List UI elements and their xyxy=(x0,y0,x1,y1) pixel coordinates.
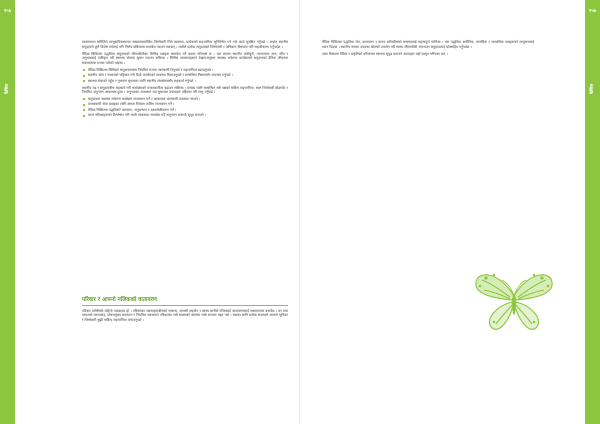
list-item: वैदिक चिकित्सा विधिबारे समुदायस्तरमा नियमित रूपमा जानकारी दिनुपर्छ र सहभागिता बढाउनुपर्छ । xyxy=(82,68,288,73)
right-side-label: फेसिल xyxy=(590,83,596,95)
bullet-icon xyxy=(83,109,85,111)
bullet-icon xyxy=(83,115,85,117)
section-text xyxy=(82,309,288,323)
paragraph: उक्त विषयमा वैदिक र प्रकृतिको परिवारमा स्वास्थ्य सुदृढ बनाउने उपायहरू यहाँ प्रस्तुत गरिएका छन् । xyxy=(322,51,448,56)
bullet-list xyxy=(82,97,288,118)
bullet-icon xyxy=(83,75,85,77)
right-body-text xyxy=(322,40,534,59)
right-page xyxy=(300,0,600,424)
bullet-list xyxy=(82,68,288,83)
list-item: स्वास्थ्य सेवाको पहुँच र गुणस्तर सुधारका लागि स्थानीय संघसंस्थासँग सहकार्य गर्नुपर्छ । xyxy=(82,79,288,84)
bullet-icon xyxy=(83,98,85,100)
left-body-text xyxy=(82,40,288,120)
paragraph: स्थानीय तह र समुदायबीच सहकार्य गरी कार्यक्रमको प्रभावकारिता बढाउन सकिन्छ । यसका लागि सम्बन्धित सबै पक्षको सक्रिय सहभागिता, स्पष्ट जिम्मेवारी बाँडफाँट र नियमित अनुगमन आवश्यक हुन्छ । अनुभवका आधारमा थप सुधारका उपायहरू पहिचान गरी लागू गर्नुपर्छ । xyxy=(82,85,288,95)
family-environment-section xyxy=(82,295,288,325)
bullet-icon xyxy=(83,104,85,106)
left-side-tab xyxy=(0,0,15,424)
paragraph: व्यवस्थापन समितिले सामुदायिकस्तरमा सबलताबमोजिम जिम्मेवारी लिने व्यवस्था, प्रत्येकको सहभागिता सुनिश्चित गर्न तर्फ कार्य सुरक्षित गर्नुपर्छ । अर्थात् स्थानीय समुदायले कुनै विशेष वर्गलाई पनि निर्णय प्रक्रियामा समावेश गराउन सक्छन् । त्यसैले प्रत्येक समुदायको जिम्मेवारी र अधिकार विषयमा पनि सहजीकरण गर्नुपर्दछ । xyxy=(82,40,288,49)
left-page-number: १५६ xyxy=(3,9,12,14)
paragraph: वैदिक चिकित्सा पद्धतिमा समुदायको जीवनशैलीका विभिन्न पक्षहरू समावेश गर्ने प्रयास गरिएको छ । यस क्रममा स्थानीय जडीबुटी, परम्परागत ज्ञान, सीप र अनुभवलाई एकीकृत गरी स्वास्थ्य सेवामा सुधार ल्याउन सकिन्छ । विभिन्न अध्ययनहरूले देखाएअनुसार स्वास्थ्य सचेतना कार्यक्रमले समुदायको दैनिक जीवनमा सकारात्मक प्रभाव पारेको पाइन्छ । xyxy=(82,51,288,65)
list-item: प्रभावकारी सेवा प्रवाहका लागि क्षमता विकास तालिम सञ्चालन गर्ने । xyxy=(82,102,288,107)
list-item: स्थानीय स्रोत र साधनको पहिचान गरी दिगो उपयोगको व्यवस्था मिलाउनुपर्छ र सम्बन्धित निकायसँग समन्वय गर्नुपर्छ । xyxy=(82,73,288,78)
left-side-label: फेसिल xyxy=(5,83,11,95)
section-heading: परिवार र आफ्नो नजिकको वातावरण xyxy=(82,295,288,306)
list-item: प्राप्त नतिजाहरूको विश्लेषण गरी भावी योजनामा समावेश गर्दै अनुगमन प्रणाली सुदृढ बनाउने । xyxy=(82,113,288,118)
bullet-icon xyxy=(83,80,85,82)
list-item: समुदायमा स्वास्थ्य सचेतना कार्यक्रम सञ्चालन गर्ने र आवश्यक जानकारी उपलब्ध गराउने । xyxy=(82,97,288,102)
paragraph: परिवार व्यक्तिको पहिलो पाठशाला हो । परिवारका सदस्यहरूबीचको सम्बन्ध, आपसी सहयोग र स्वस्थ बानीले नजिकको वातावरणलाई सकारात्मक बनाउँछ । घर तथा वरपरको सरसफाइ, पोषणयुक्त खानपान र नियमित व्यायामले परिवारका सबै सदस्यको स्वास्थ्य राम्रो बनाउन मद्दत गर्छ । यसका लागि प्रत्येक सदस्यले आफ्नो भूमिका र जिम्मेवारी बुझी सक्रिय सहभागिता जनाउनुपर्छ । xyxy=(82,308,288,322)
list-item: वैदिक चिकित्सा पद्धतिबारे अध्ययन, अनुसन्धान र दस्तावेजीकरण गर्ने । xyxy=(82,108,288,113)
paragraph: वैदिक चिकित्सा पद्धतिमा रोग, वातावरण र मानव शरीरबीचको सम्बन्धलाई महत्त्वपूर्ण मानिन्छ । यस पद्धतिमा शारीरिक, मानसिक र सामाजिक पक्षहरूको सन्तुलनलाई ध्यान दिइन्छ । स्थानीय स्तरमा उपलब्ध स्रोतको उपयोग गरी स्वस्थ जीवनशैली अपनाउन समुदायलाई प्रोत्साहित गर्नुपर्दछ । xyxy=(322,40,534,49)
right-page-number: १५७ xyxy=(588,9,597,14)
bullet-icon xyxy=(83,69,85,71)
right-side-tab xyxy=(585,0,600,424)
butterfly-icon xyxy=(470,262,558,338)
